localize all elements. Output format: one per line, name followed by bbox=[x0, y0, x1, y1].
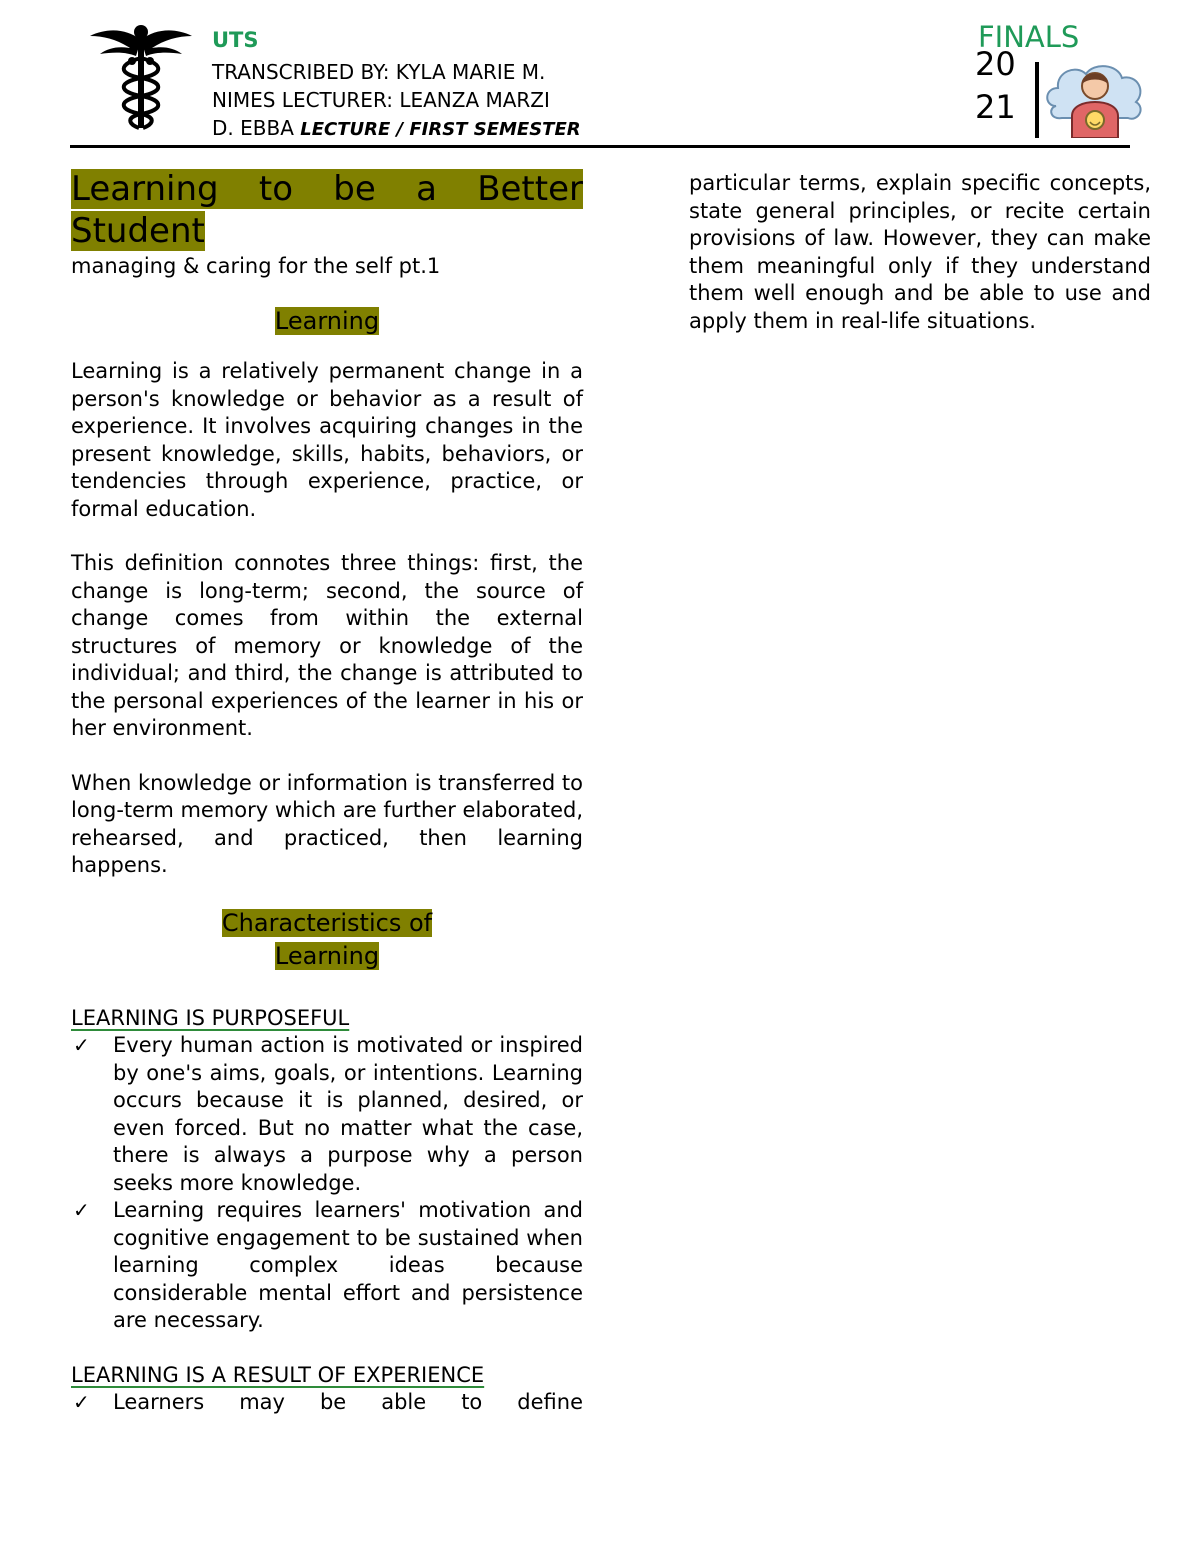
header-divider bbox=[1035, 62, 1039, 138]
list-item bbox=[71, 1389, 583, 1417]
paragraph-definition: Learning is a relatively permanent change in a person's knowledge or behavior as a result of experience. It involves acquiring changes in the present knowledge, skills, habits, behaviors, or tendencies through experience, practice, or formal education. bbox=[71, 359, 583, 521]
document-subtitle: managing & caring for the self pt.1 bbox=[71, 254, 441, 278]
list-item bbox=[71, 1197, 583, 1335]
list-item-text: Learning requires learners' motivation and cognitive engagement to be sustained when learning complex ideas because considerable mental effort and persistence are necessary. bbox=[113, 1198, 583, 1332]
checkmark-icon: ✓ bbox=[73, 1033, 90, 1057]
paragraph-memory: When knowledge or information is transferred to long-term memory which are further elaborated, rehearsed, and practiced, then learning happens. bbox=[71, 770, 583, 877]
semester-label: LECTURE / FIRST SEMESTER bbox=[300, 119, 581, 140]
experience-continued: particular terms, explain specific concepts, state general principles, or recite certain provisions of law. However, they can make them meaningful only if they understand them well enough and be able to use and apply them in real-life situations. bbox=[689, 171, 1151, 333]
transcriber-line: TRANSCRIBED BY: KYLA MARIE M. bbox=[212, 60, 546, 84]
caduceus-icon bbox=[88, 18, 194, 132]
header-rule bbox=[70, 145, 1130, 148]
title-line-2: Student bbox=[71, 211, 205, 251]
experience-list bbox=[71, 1389, 583, 1417]
paragraph-connotes: This definition connotes three things: first, the change is long-term; second, the source of change comes from within the external structures of memory or knowledge of the individual; and third, the change is attributed to the personal experiences of the learner in his or her environment. bbox=[71, 551, 583, 740]
section-heading-characteristics-line-2: Learning bbox=[274, 941, 380, 970]
semester-line bbox=[212, 114, 581, 144]
list-item bbox=[71, 1032, 583, 1197]
section-heading-characteristics-line-1: Characteristics of bbox=[221, 908, 433, 937]
left-column bbox=[71, 168, 583, 1417]
section-heading-characteristics bbox=[71, 907, 583, 973]
purposeful-list bbox=[71, 1032, 583, 1335]
subject-label: UTS bbox=[212, 28, 259, 52]
right-column bbox=[689, 170, 1151, 335]
section-heading-learning bbox=[71, 305, 583, 338]
list-item-text: Every human action is motivated or inspired by one's aims, goals, or intentions. Learning occurs because it is planned, desired, or even forced. But no matter what the case, there is always a purpose why a person seeks more knowledge. bbox=[113, 1033, 583, 1195]
document-title-2 bbox=[71, 210, 583, 252]
list-item-text: Learners may be able to define bbox=[113, 1390, 583, 1414]
checkmark-icon: ✓ bbox=[73, 1390, 90, 1414]
document-title bbox=[71, 168, 583, 210]
lecturer-name-end: D. EBBA bbox=[212, 116, 301, 140]
heading-experience: LEARNING IS A RESULT OF EXPERIENCE bbox=[71, 1362, 485, 1387]
title-line-1: Learning to be a Better bbox=[71, 169, 583, 209]
checkmark-icon: ✓ bbox=[73, 1198, 90, 1222]
term-label: FINALS bbox=[978, 20, 1080, 54]
section-heading-learning-text: Learning bbox=[274, 307, 380, 335]
lecturer-line: NIMES LECTURER: LEANZA MARZI bbox=[212, 88, 550, 112]
student-avatar-icon bbox=[1042, 58, 1148, 138]
year-bottom: 21 bbox=[975, 88, 1016, 126]
heading-purposeful: LEARNING IS PURPOSEFUL bbox=[71, 1005, 350, 1030]
year-top: 20 bbox=[975, 45, 1016, 83]
